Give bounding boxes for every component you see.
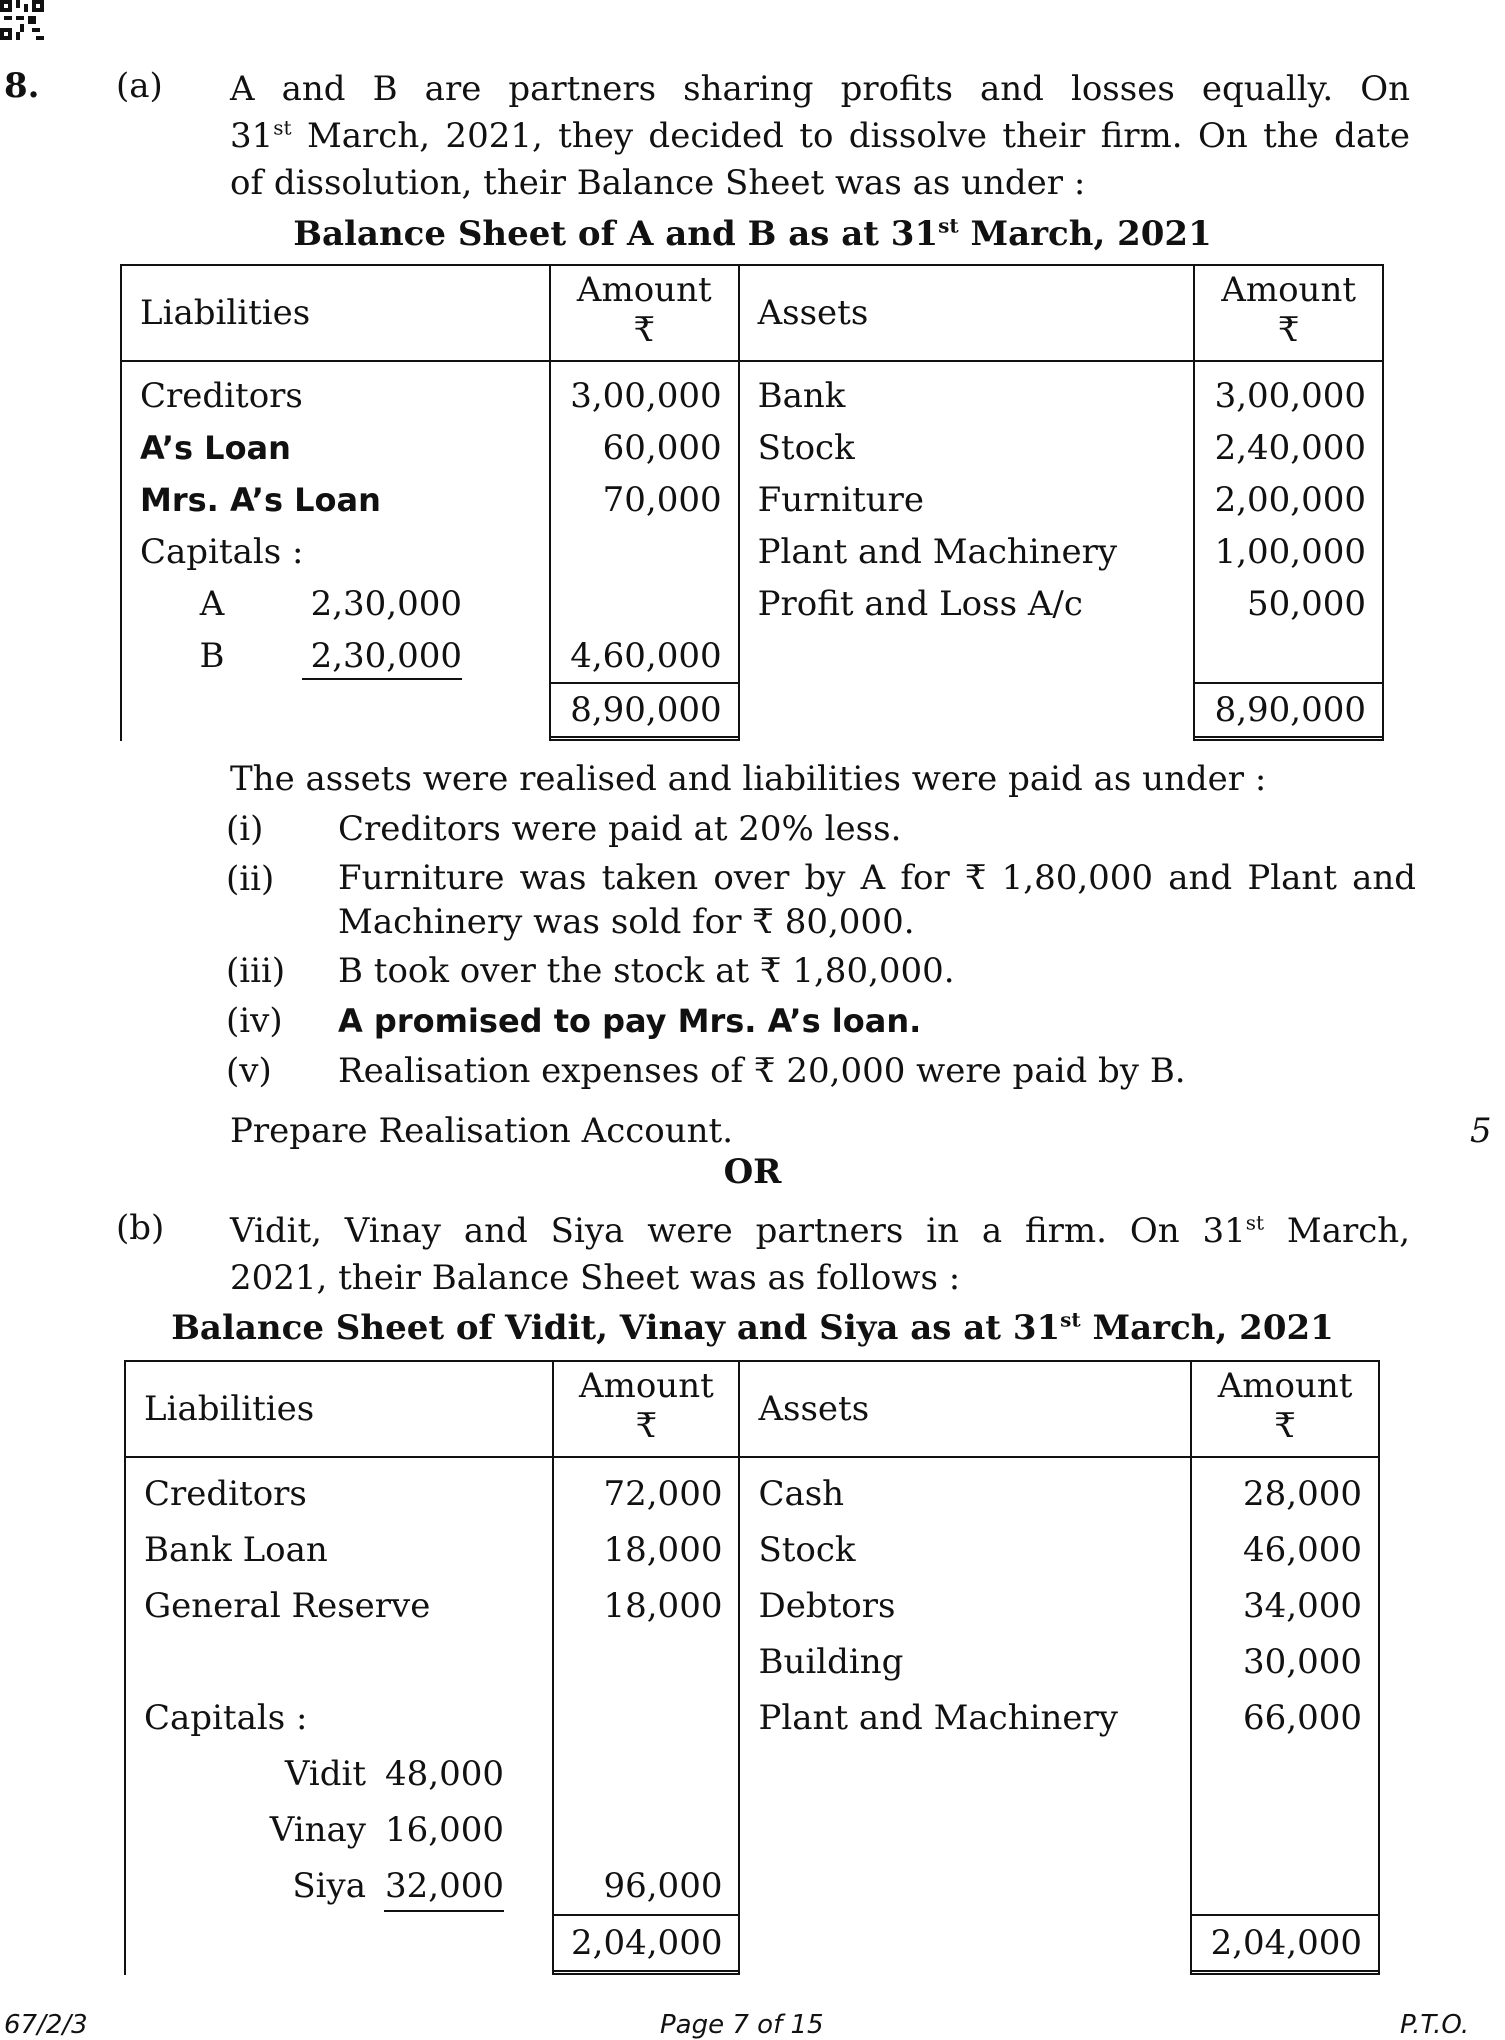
liabilities-header: Liabilities [121, 265, 550, 361]
footer-pto: P.T.O. [1400, 2010, 1470, 2040]
liability-name: A’s Loan [140, 429, 291, 467]
assets-header: Assets [739, 265, 1195, 361]
part-a-instruction: Prepare Realisation Account. [230, 1111, 734, 1151]
capital-row: Vidit 48,000 [284, 1754, 504, 1794]
part-a-balance-sheet [120, 264, 1384, 741]
footer-code: 67/2/3 [4, 2010, 88, 2040]
spacer [554, 1634, 738, 1690]
spacer [1192, 1746, 1378, 1802]
assets-column [739, 361, 1195, 741]
asset-amount: 1,00,000 [1214, 532, 1366, 572]
liabilities-amount-header: Amount ₹ [550, 265, 739, 361]
qr-code [0, 0, 44, 40]
asset-name: Building [758, 1642, 904, 1682]
liability-amount: 18,000 [603, 1586, 723, 1626]
capitals-total: 4,60,000 [570, 636, 722, 676]
asset-amount: 3,00,000 [1214, 376, 1366, 416]
asset-name: Stock [758, 1530, 856, 1570]
liability-amount: 72,000 [603, 1474, 723, 1514]
question-number: 8. [4, 66, 40, 106]
part-b-intro-line-1: Vidit, Vinay and Siya were partners in a firm. On 31st March, [230, 1210, 1410, 1251]
assets-header: Assets [739, 1361, 1191, 1457]
part-a-intro-line-2: 31st March, 2021, they decided to dissolve their firm. On the date [230, 115, 1410, 156]
capital-row: B 2,30,000 [122, 630, 549, 682]
assets-amount-column [1194, 361, 1383, 741]
capital-row: A 2,30,000 [199, 584, 462, 624]
asset-amount: 2,40,000 [1214, 428, 1366, 468]
part-a-intro-line-3: of dissolution, their Balance Sheet was as under : [230, 163, 1086, 203]
liabilities-amount-column [553, 1457, 739, 1975]
spacer [122, 682, 549, 734]
part-b-table-title: Balance Sheet of Vidit, Vinay and Siya as at 31st March, 2021 [171, 1307, 1334, 1348]
part-b-balance-sheet [124, 1360, 1380, 1975]
marks: 5 [1470, 1111, 1492, 1151]
asset-name: Debtors [758, 1586, 896, 1626]
condition-item: (ii) Furniture was taken over by A for ₹ 1,80,000 and Plant and Machinery was sold for ₹ 80,000. [226, 858, 1416, 942]
spacer [554, 1746, 738, 1802]
assets-amount-header: Amount ₹ [1191, 1361, 1379, 1457]
assets-amount-column [1191, 1457, 1379, 1975]
spacer [1195, 630, 1382, 682]
total-liabilities: 8,90,000 [551, 682, 738, 741]
asset-amount: 46,000 [1243, 1530, 1362, 1570]
total-liabilities: 2,04,000 [554, 1914, 738, 1975]
liability-name: Bank Loan [144, 1530, 328, 1570]
spacer [1192, 1858, 1378, 1914]
asset-name: Stock [757, 428, 855, 468]
liability-name: Creditors [144, 1474, 307, 1514]
asset-name: Cash [758, 1474, 845, 1514]
total-assets: 8,90,000 [1195, 682, 1382, 741]
liability-amount: 70,000 [602, 480, 722, 520]
asset-amount: 2,00,000 [1214, 480, 1366, 520]
total-assets: 2,04,000 [1192, 1914, 1378, 1975]
part-a-intro-line-1: A and B are partners sharing profits and losses equally. On [230, 69, 1410, 109]
capital-row: Siya 32,000 [126, 1858, 552, 1914]
part-a-table-title: Balance Sheet of A and B as at 31st March, 2021 [293, 213, 1212, 254]
spacer [554, 1690, 738, 1746]
asset-amount: 34,000 [1243, 1586, 1362, 1626]
liability-name: General Reserve [144, 1586, 431, 1626]
part-a-following-text: The assets were realised and liabilities were paid as under : [230, 759, 1267, 799]
condition-item: (i) Creditors were paid at 20% less. [226, 809, 902, 849]
part-b-label: (b) [116, 1208, 165, 1248]
asset-amount: 30,000 [1243, 1642, 1362, 1682]
liability-name: Capitals : [144, 1698, 308, 1738]
liabilities-header: Liabilities [125, 1361, 553, 1457]
asset-name: Furniture [757, 480, 925, 520]
part-b-intro [230, 1208, 1410, 1302]
spacer [554, 1802, 738, 1858]
or-divider: OR [723, 1152, 782, 1192]
liability-name [126, 1634, 552, 1690]
capitals-total: 96,000 [603, 1866, 723, 1906]
liabilities-column [121, 361, 550, 741]
liability-amount: 18,000 [603, 1530, 723, 1570]
asset-amount: 50,000 [1247, 584, 1366, 624]
spacer [1192, 1802, 1378, 1858]
condition-item: (v) Realisation expenses of ₹ 20,000 were paid by B. [226, 1051, 1186, 1091]
spacer [551, 526, 738, 578]
part-a-label: (a) [116, 66, 163, 106]
assets-amount-header: Amount ₹ [1194, 265, 1383, 361]
part-a-conditions [226, 806, 1416, 1094]
asset-amount: 66,000 [1243, 1698, 1362, 1738]
spacer [126, 1914, 552, 1970]
condition-item: (iii) B took over the stock at ₹ 1,80,000. [226, 951, 955, 991]
liabilities-amount-header: Amount ₹ [553, 1361, 739, 1457]
spacer [551, 578, 738, 630]
liability-amount: 3,00,000 [570, 376, 722, 416]
footer-page: Page 7 of 15 [660, 2010, 824, 2040]
asset-name: Profit and Loss A/c [757, 584, 1083, 624]
part-a-intro [230, 66, 1410, 207]
liabilities-amount-column [550, 361, 739, 741]
asset-amount: 28,000 [1243, 1474, 1362, 1514]
liability-name: Capitals : [140, 532, 304, 572]
capital-row: Vinay 16,000 [269, 1810, 504, 1850]
asset-name: Plant and Machinery [758, 1698, 1118, 1738]
liability-name: Mrs. A’s Loan [140, 481, 381, 519]
liability-amount: 60,000 [602, 428, 722, 468]
liabilities-column [125, 1457, 553, 1975]
asset-name: Plant and Machinery [757, 532, 1118, 572]
part-b-intro-line-2: 2021, their Balance Sheet was as follows : [230, 1258, 961, 1298]
liability-name: Creditors [140, 376, 303, 416]
asset-name: Bank [757, 376, 846, 416]
assets-column [739, 1457, 1191, 1975]
condition-item: (iv) A promised to pay Mrs. A’s loan. [226, 1001, 922, 1041]
